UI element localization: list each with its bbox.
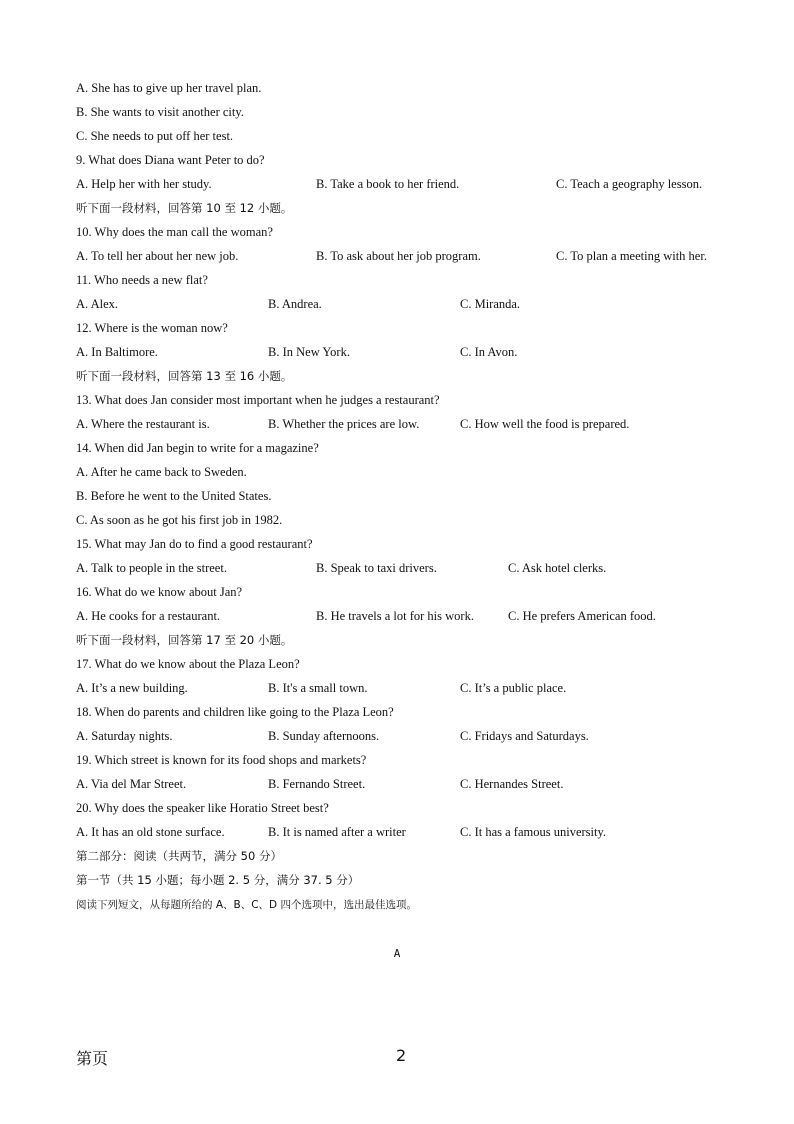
q17-option-b: B. It's a small town. — [268, 681, 368, 695]
q13-option-b: B. Whether the prices are low. — [268, 417, 420, 431]
q13-option-c: C. How well the food is prepared. — [460, 417, 630, 431]
q9-question: 9. What does Diana want Peter to do? — [76, 153, 265, 167]
q16-option-b: B. He travels a lot for his work. — [316, 609, 474, 623]
q8-option-b: B. She wants to visit another city. — [76, 105, 244, 119]
q14-option-c: C. As soon as he got his first job in 1982. — [76, 513, 283, 527]
q14-option-b: B. Before he went to the United States. — [76, 489, 272, 503]
instruction-13-16: 听下面一段材料，回答第 13 至 16 小题。 — [76, 369, 293, 383]
q9-option-c: C. Teach a geography lesson. — [556, 177, 703, 191]
q20-question: 20. Why does the speaker like Horatio Street best? — [76, 801, 329, 815]
q11-option-b: B. Andrea. — [268, 297, 322, 311]
q12-question: 12. Where is the woman now? — [76, 321, 228, 335]
q16-option-a: A. He cooks for a restaurant. — [76, 609, 221, 623]
section1-heading: 第一节（共 15 小题；每小题 2. 5 分，满分 37. 5 分） — [76, 873, 360, 887]
instruction-10-12: 听下面一段材料，回答第 10 至 12 小题。 — [76, 201, 293, 215]
q15-option-c: C. Ask hotel clerks. — [508, 561, 607, 575]
q18-option-b: B. Sunday afternoons. — [268, 729, 380, 743]
q10-option-c: C. To plan a meeting with her. — [556, 249, 707, 263]
q18-question: 18. When do parents and children like going to the Plaza Leon? — [76, 705, 394, 719]
footer-page-label: 第页 — [76, 1049, 109, 1068]
q19-option-c: C. Hernandes Street. — [460, 777, 564, 791]
q20-option-b: B. It is named after a writer — [268, 825, 406, 839]
q11-option-a: A. Alex. — [76, 297, 119, 311]
q10-option-a: A. To tell her about her new job. — [76, 249, 239, 263]
q12-option-b: B. In New York. — [268, 345, 350, 359]
q9-option-b: B. Take a book to her friend. — [316, 177, 460, 191]
q16-option-c: C. He prefers American food. — [508, 609, 656, 623]
q12-option-c: C. In Avon. — [460, 345, 518, 359]
q8-option-a: A. She has to give up her travel plan. — [76, 81, 262, 95]
q13-option-a: A. Where the restaurant is. — [76, 417, 210, 431]
q12-option-a: A. In Baltimore. — [76, 345, 158, 359]
q19-option-b: B. Fernando Street. — [268, 777, 366, 791]
passage-label: A — [393, 947, 401, 960]
q15-option-b: B. Speak to taxi drivers. — [316, 561, 437, 575]
q18-option-c: C. Fridays and Saturdays. — [460, 729, 589, 743]
q10-question: 10. Why does the man call the woman? — [76, 225, 273, 239]
q8-option-c: C. She needs to put off her test. — [76, 129, 234, 143]
q10-option-b: B. To ask about her job program. — [316, 249, 481, 263]
part2-heading: 第二部分：阅读（共两节，满分 50 分） — [76, 849, 282, 863]
q15-option-a: A. Talk to people in the street. — [76, 561, 227, 575]
q14-question: 14. When did Jan begin to write for a magazine? — [76, 441, 319, 455]
q11-question: 11. Who needs a new flat? — [76, 273, 208, 287]
q9-option-a: A. Help her with her study. — [76, 177, 212, 191]
q20-option-c: C. It has a famous university. — [460, 825, 607, 839]
q17-option-c: C. It’s a public place. — [460, 681, 567, 695]
q17-option-a: A. It’s a new building. — [76, 681, 188, 695]
reading-instruction: 阅读下列短文，从每题所给的 A、B、C、D 四个选项中，选出最佳选项。 — [76, 899, 417, 911]
footer-page-number: 2 — [396, 1046, 407, 1065]
q13-question: 13. What does Jan consider most important when he judges a restaurant? — [76, 393, 440, 407]
q11-option-c: C. Miranda. — [460, 297, 521, 311]
q17-question: 17. What do we know about the Plaza Leon? — [76, 657, 300, 671]
q16-question: 16. What do we know about Jan? — [76, 585, 243, 599]
q18-option-a: A. Saturday nights. — [76, 729, 173, 743]
q19-option-a: A. Via del Mar Street. — [76, 777, 187, 791]
q14-option-a: A. After he came back to Sweden. — [76, 465, 247, 479]
q20-option-a: A. It has an old stone surface. — [76, 825, 225, 839]
q19-question: 19. Which street is known for its food shops and markets? — [76, 753, 367, 767]
instruction-17-20: 听下面一段材料，回答第 17 至 20 小题。 — [76, 633, 293, 647]
q15-question: 15. What may Jan do to find a good restaurant? — [76, 537, 313, 551]
